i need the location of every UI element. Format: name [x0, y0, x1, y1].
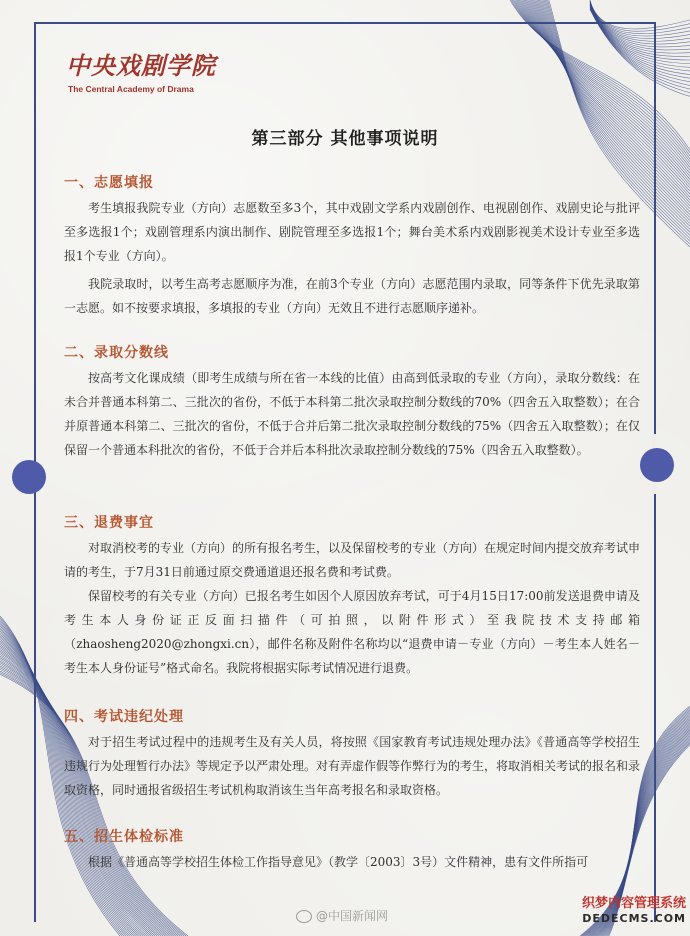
- page-title: 第三部分 其他事项说明: [251, 129, 439, 149]
- section-heading: 五、招生体检标准: [64, 829, 184, 845]
- decorative-dot-left: [12, 460, 46, 494]
- decorative-dot-right: [640, 448, 674, 482]
- logo-chinese-name: 中央戏剧学院: [66, 51, 216, 80]
- section-heading: 一、志愿填报: [64, 175, 154, 191]
- section-paragraph: 对于招生考试过程中的违规考生及有关人员，将按照《国家教育考试违规处理办法》《普通高等学校招生违规行为处理暂行办法》等规定予以严肃处理。对有弄虚作假等作弊行为的考生，将取消相关考试的报名和录取资格，同时通报省级招生考试机构取消该生当年高考报名和录取资格。: [64, 735, 641, 797]
- section-paragraph: 按高考文化课成绩（即考生成绩与所在省一本线的比值）由高到低录取的专业（方向），录取分数线：在未合并普通本科第二、三批次的省份，不低于本科第二批次录取控制分数线的70%（四舍五入取整数）；在合并原普通本科第二、三批次的省份，不低于合并后第二批次录取控制分数线的75%（四舍五入取整数）；在仅保留一个普通本科批次的省份，不低于合并后本科批次录取控制分数线的75%（四舍五入取整数）。: [64, 371, 640, 457]
- site-watermark: [582, 896, 686, 926]
- weibo-icon: [296, 910, 312, 923]
- section-paragraph: 对取消校考的专业（方向）的所有报名考生，以及保留校考的专业（方向）在规定时间内提交放弃考试申请的考生，于7月31日前通过原交费通道退还报名费和考试费。: [64, 541, 641, 579]
- section-heading: 四、考试违纪处理: [64, 709, 184, 725]
- section-physical-exam: [64, 826, 640, 874]
- academy-logo: [66, 52, 216, 94]
- site-watermark-cn: 织梦内容管理系统: [581, 896, 686, 911]
- section-admission-score: [64, 342, 640, 462]
- logo-english-name: The Central Academy of Drama: [68, 84, 194, 94]
- section-heading: 三、退费事宜: [64, 515, 154, 531]
- section-volunteer-filling: [64, 172, 640, 320]
- site-watermark-en: DEDECMS.COM: [582, 912, 686, 925]
- weibo-watermark-text: @中国新闻网: [316, 909, 389, 923]
- section-paragraph: 我院录取时，以考生高考志愿顺序为准，在前3个专业（方向）志愿范围内录取，同等条件下优先录取第一志愿。如不按要求填报，多填报的专业（方向）无效且不进行志愿顺序递补。: [64, 277, 640, 315]
- section-refund: [64, 512, 640, 680]
- section-heading: 二、录取分数线: [64, 345, 169, 361]
- section-exam-discipline: [64, 706, 640, 802]
- section-paragraph: 考生填报我院专业（方向）志愿数至多3个，其中戏剧文学系内戏剧创作、电视剧创作、戏剧史论与批评至多选报1个；戏剧管理系内演出制作、剧院管理至多选报1个；舞台美术系内戏剧影视美术设计专业至多选报1个专业（方向）。: [64, 201, 640, 263]
- weibo-watermark: [296, 907, 388, 924]
- section-paragraph: 根据《普通高等学校招生体检工作指导意见》（教学〔2003〕3号）文件精神，患有文件所指可: [88, 855, 589, 869]
- section-paragraph: 保留校考的有关专业（方向）已报名考生如因个人原因放弃考试，可于4月15日17:00前发送退费申请及考生本人身份证正反面扫描件（可拍照，以附件形式）至我院技术支持邮箱（zhaosheng2020@zhongxi.cn），邮件名称及附件名称均以“退费申请－专业（方向）－考生本人姓名－考生本人身份证号”格式命名。我院将根据实际考试情况进行退费。: [64, 589, 640, 675]
